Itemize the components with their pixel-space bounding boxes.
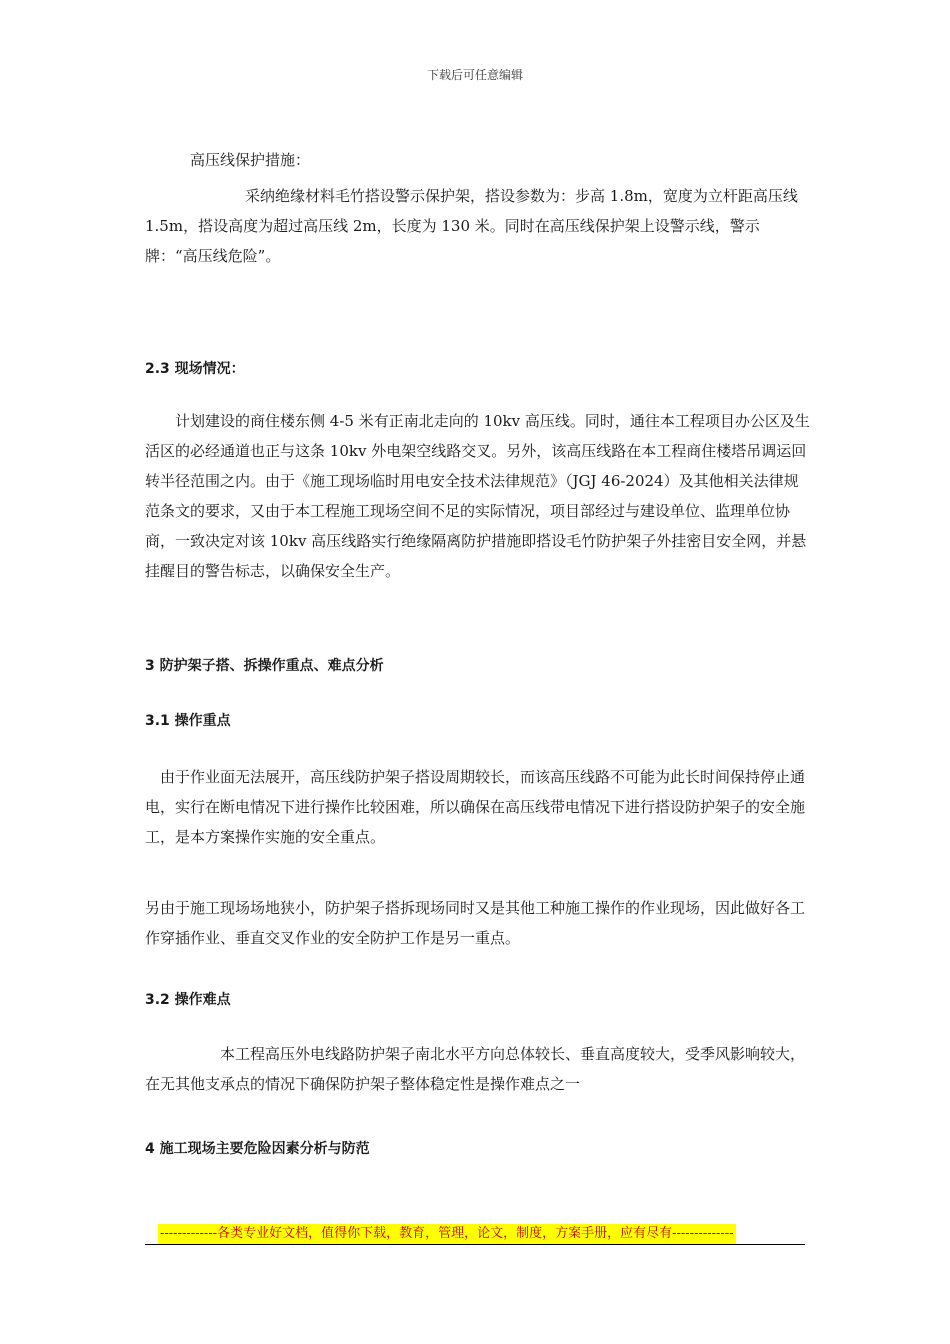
footer-divider: [145, 1244, 805, 1245]
heading-3: 3 防护架子搭、拆操作重点、难点分析: [145, 658, 384, 674]
difficulty-paragraph: 本工程高压外电线路防护架子南北水平方向总体较长、垂直高度较大，受季风影响较大，在无其他支承点的情况下确保防护架子整体稳定性是操作难点之一: [145, 1045, 806, 1093]
header-note: 下载后可任意编辑: [426, 68, 523, 82]
footer-banner: -------------各类专业好文档，值得你下载，教育，管理，论文，制度，方案手册，应有尽有--------------: [158, 1224, 736, 1244]
hv-protection-title: 高压线保护措施：: [190, 151, 311, 169]
heading-2-3: 2.3 现场情况：: [145, 361, 245, 377]
key-point-paragraph-2: 另由于施工现场场地狭小，防护架子搭拆现场同时又是其他工种施工操作的作业现场，因此做好各工作穿插作业、垂直交叉作业的安全防护工作是另一重点。: [145, 899, 806, 947]
hv-protection-body: 采纳绝缘材料毛竹搭设警示保护架，搭设参数为：步高 1.8m，宽度为立杆距高压线 1.5m，搭设高度为超过高压线 2m，长度为 130 米。同时在高压线保护架上设警示线，警示牌：“高压线危险”。: [145, 187, 798, 265]
site-situation-paragraph: 计划建设的商住楼东侧 4-5 米有正南北走向的 10kv 高压线。同时，通往本工程项目办公区及生活区的必经通道也正与这条 10kv 外电架空线路交叉。另外，该高压线路在本工程商住楼塔吊调运回转半径范围之内。由于《施工现场临时用电安全技术法律规范》（JGJ 46-2024）及其他相关法律规范条文的要求，又由于本工程施工现场空间不足的实际情况，项目部经过与建设单位、监理单位协商，一致决定对该 10kv 高压线路实行绝缘隔离防护措施即搭设毛竹防护架子外挂密目安全网，并悬挂醒目的警告标志，以确保安全生产。: [145, 412, 810, 580]
heading-4: 4 施工现场主要危险因素分析与防范: [145, 1141, 370, 1157]
heading-3-2: 3.2 操作难点: [145, 992, 231, 1008]
heading-3-1: 3.1 操作重点: [145, 713, 231, 729]
key-point-paragraph-1: 由于作业面无法展开，高压线防护架子搭设周期较长，而该高压线路不可能为此长时间保持停止通电，实行在断电情况下进行操作比较困难，所以确保在高压线带电情况下进行搭设防护架子的安全施工，是本方案操作实施的安全重点。: [145, 768, 806, 846]
